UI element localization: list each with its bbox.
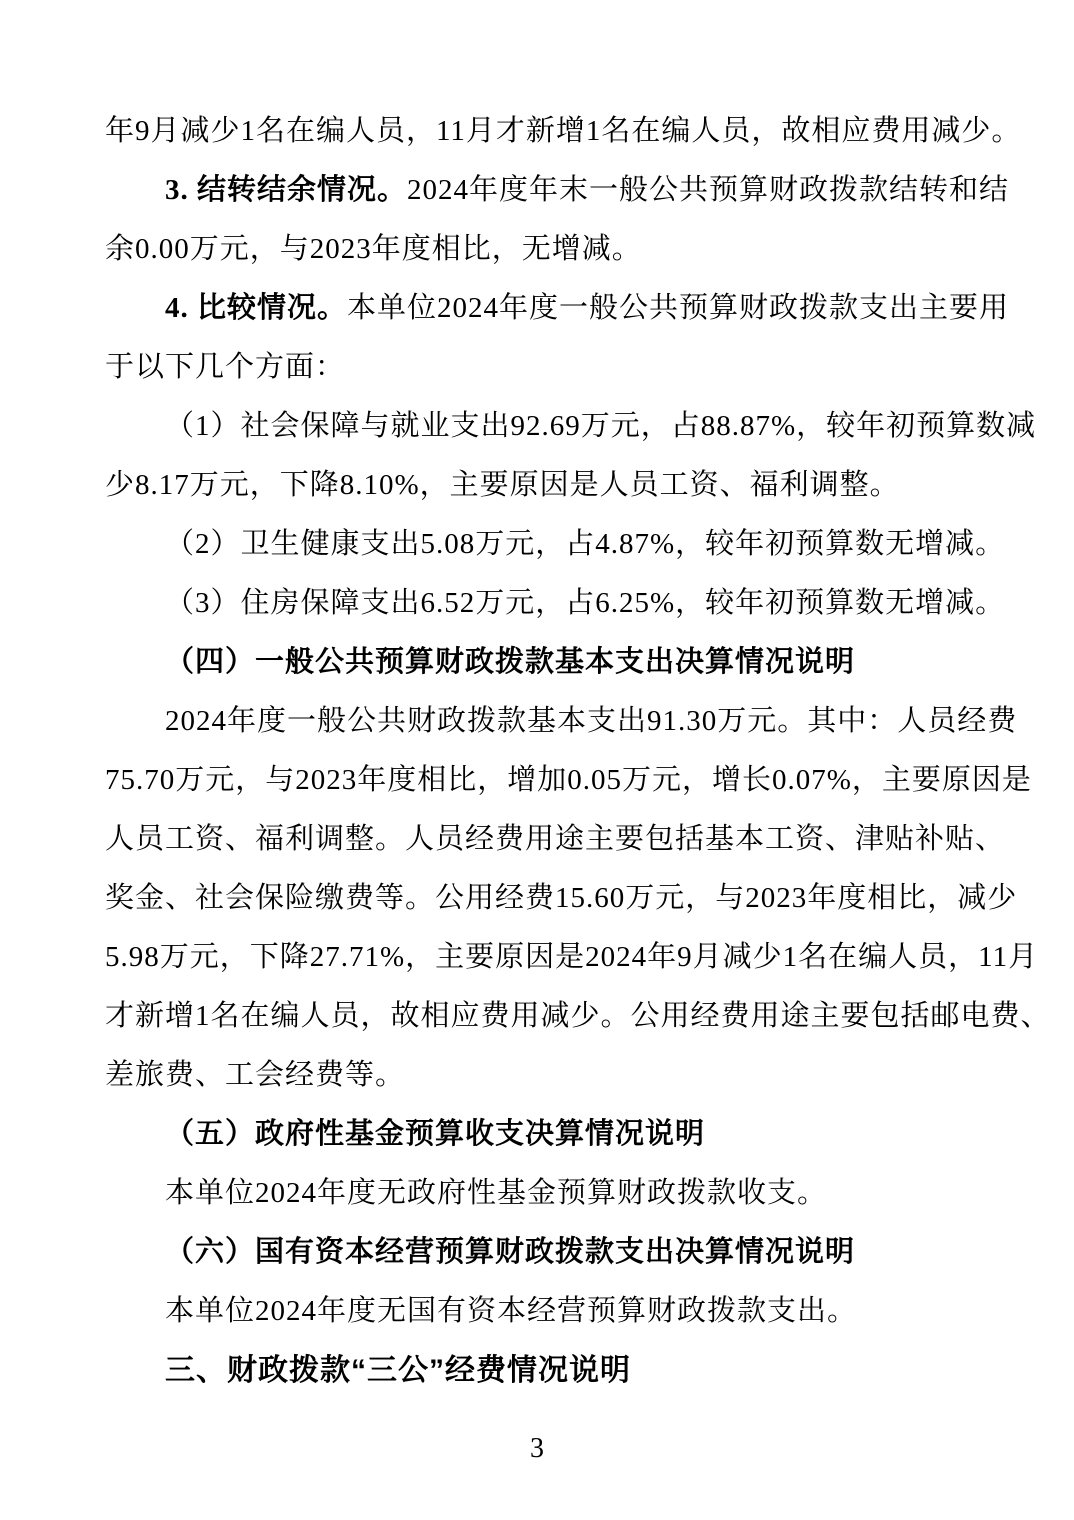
paragraph-line bbox=[105, 397, 1037, 456]
text-run: 年9月减少1名在编人员，11月才新增1名在编人员，故相应费用减少。 bbox=[105, 115, 1022, 147]
paragraph-line bbox=[105, 456, 975, 515]
text-run: （2）卫生健康支出5.08万元，占4.87%，较年初预算数无增减。 bbox=[165, 528, 1006, 560]
text-run: （四）一般公共预算财政拨款基本支出决算情况说明 bbox=[165, 646, 856, 678]
text-run: 三、财政拨款“三公”经费情况说明 bbox=[165, 1354, 631, 1387]
text-run: 于以下几个方面： bbox=[105, 351, 346, 383]
paragraph-line bbox=[105, 869, 1018, 928]
paragraph-line bbox=[105, 102, 1022, 161]
text-run: 余0.00万元，与2023年度相比，无增减。 bbox=[105, 233, 642, 265]
paragraph-line bbox=[105, 987, 1051, 1046]
paragraph-line bbox=[105, 574, 1006, 633]
paragraph-line bbox=[105, 515, 1006, 574]
text-run: 4. 比较情况。 bbox=[165, 292, 348, 324]
paragraph-line bbox=[105, 161, 1010, 220]
paragraph-line bbox=[105, 928, 1039, 987]
text-run: 本单位2024年度无政府性基金预算财政拨款收支。 bbox=[165, 1177, 828, 1209]
text-run: 少8.17万元，下降8.10%，主要原因是人员工资、福利调整。 bbox=[105, 469, 900, 501]
text-run: 本单位2024年度一般公共预算财政拨款支出主要用 bbox=[347, 292, 1010, 324]
text-run: 5.98万元，下降27.71%，主要原因是2024年9月减少1名在编人员，11月 bbox=[105, 941, 1039, 973]
paragraph-line bbox=[105, 810, 1006, 869]
page-number: 3 bbox=[530, 1433, 544, 1464]
text-run: （六）国有资本经营预算财政拨款支出决算情况说明 bbox=[165, 1236, 856, 1268]
text-run: （3）住房保障支出6.52万元，占6.25%，较年初预算数无增减。 bbox=[165, 587, 1006, 619]
paragraph-line bbox=[105, 692, 1018, 751]
page-footer bbox=[0, 1434, 1074, 1464]
section-heading bbox=[105, 1223, 975, 1282]
text-run: 3. 结转结余情况。 bbox=[165, 174, 408, 206]
paragraph-line bbox=[105, 279, 1010, 338]
section-heading bbox=[105, 633, 975, 692]
text-run: （1）社会保障与就业支出92.69万元，占88.87%，较年初预算数减 bbox=[165, 410, 1037, 442]
paragraph-line bbox=[105, 338, 975, 397]
text-run: （五）政府性基金预算收支决算情况说明 bbox=[165, 1118, 706, 1150]
paragraph-line bbox=[105, 220, 975, 279]
paragraph-line bbox=[105, 1046, 975, 1105]
text-run: 奖金、社会保险缴费等。公用经费15.60万元，与2023年度相比，减少 bbox=[105, 882, 1018, 914]
text-run: 75.70万元，与2023年度相比，增加0.05万元，增长0.07%，主要原因是 bbox=[105, 764, 1032, 796]
document-body bbox=[105, 102, 1051, 1400]
section-heading bbox=[105, 1105, 975, 1164]
text-run: 才新增1名在编人员，故相应费用减少。公用经费用途主要包括邮电费、 bbox=[105, 1000, 1051, 1032]
paragraph-line bbox=[105, 751, 1032, 810]
text-run: 本单位2024年度无国有资本经营预算财政拨款支出。 bbox=[165, 1295, 858, 1327]
paragraph-line bbox=[105, 1164, 975, 1223]
text-run: 人员工资、福利调整。人员经费用途主要包括基本工资、津贴补贴、 bbox=[105, 823, 1006, 855]
text-run: 2024年度年末一般公共预算财政拨款结转和结 bbox=[407, 174, 1010, 206]
text-run: 2024年度一般公共财政拨款基本支出91.30万元。其中：人员经费 bbox=[165, 705, 1018, 737]
section-heading bbox=[105, 1341, 975, 1400]
text-run: 差旅费、工会经费等。 bbox=[105, 1059, 406, 1091]
paragraph-line bbox=[105, 1282, 975, 1341]
